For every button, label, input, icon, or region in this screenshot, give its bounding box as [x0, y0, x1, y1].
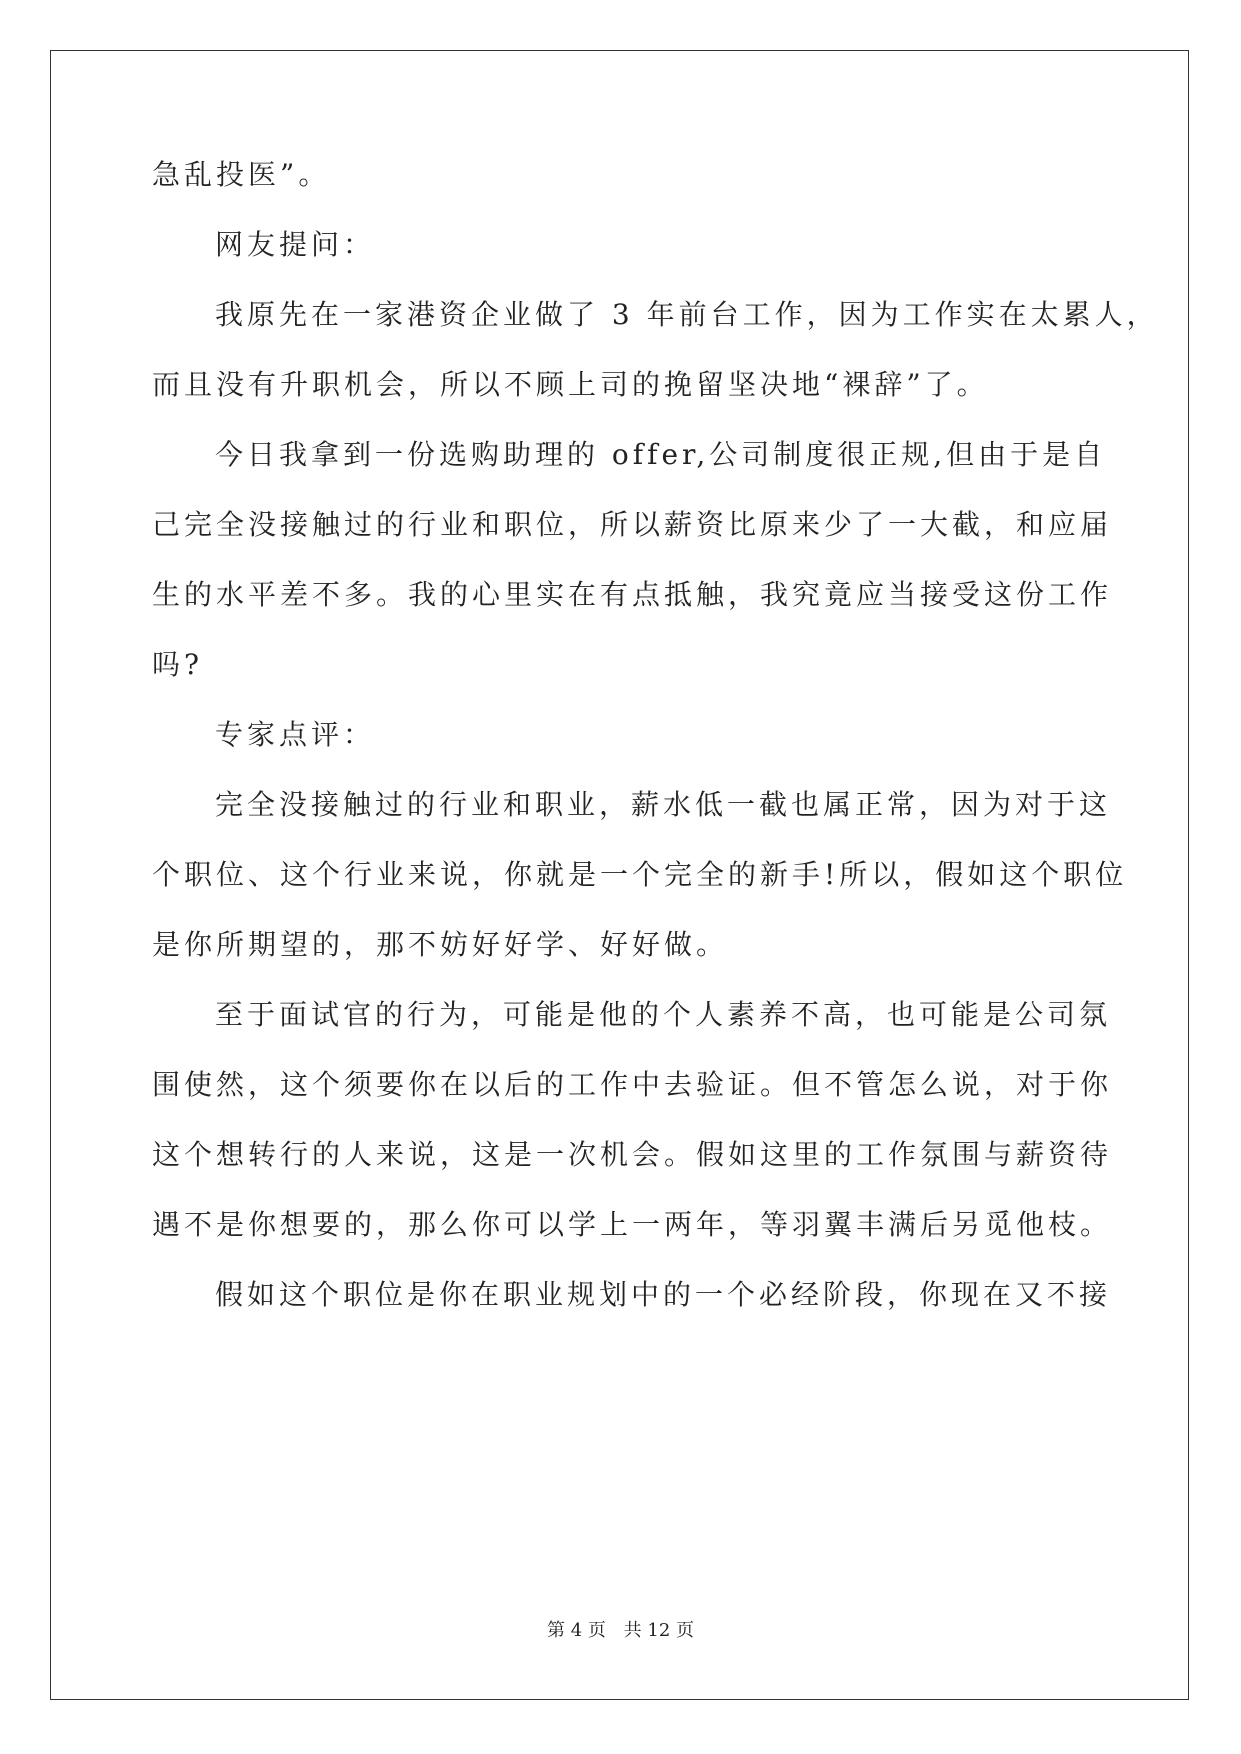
text-line: 至于面试官的行为，可能是他的个人素养不高，也可能是公司氛 [215, 998, 1112, 1031]
section-heading-expert-review: 专家点评： [215, 718, 376, 751]
page-number: 第 4 页 [547, 1620, 606, 1641]
text-line: 吗? [152, 648, 204, 681]
text-line: 这个想转行的人来说，这是一次机会。假如这里的工作氛围与薪资待 [152, 1138, 1113, 1171]
text-line: 生的水平差不多。我的心里实在有点抵触，我究竟应当接受这份工作 [152, 578, 1113, 611]
text-line: 己完全没接触过的行业和职位，所以薪资比原来少了一大截，和应届 [152, 508, 1113, 541]
text-line: 完全没接触过的行业和职业，薪水低一截也属正常，因为对于这 [215, 788, 1112, 821]
section-heading-netizen-question: 网友提问： [215, 228, 376, 261]
text-line: 而且没有升职机会，所以不顾上司的挽留坚决地“裸辞”了。 [152, 368, 989, 401]
page-total: 共 12 页 [623, 1620, 694, 1641]
text-line: 假如这个职位是你在职业规划中的一个必经阶段，你现在又不接 [215, 1278, 1112, 1311]
text-line: 我原先在一家港资企业做了 3 年前台工作，因为工作实在太累人， [215, 298, 1159, 331]
text-line: 遇不是你想要的，那么你可以学上一两年，等羽翼丰满后另觅他枝。 [152, 1208, 1113, 1241]
text-line: 围使然，这个须要你在以后的工作中去验证。但不管怎么说，对于你 [152, 1068, 1113, 1101]
text-line: 急乱投医”。 [152, 158, 331, 191]
text-line: 是你所期望的，那不妨好好学、好好做。 [152, 928, 729, 961]
text-line: 今日我拿到一份选购助理的 offer,公司制度很正规,但由于是自 [215, 438, 1107, 471]
text-line: 个职位、这个行业来说，你就是一个完全的新手!所以，假如这个职位 [152, 858, 1128, 891]
page-footer [0, 1616, 1241, 1642]
